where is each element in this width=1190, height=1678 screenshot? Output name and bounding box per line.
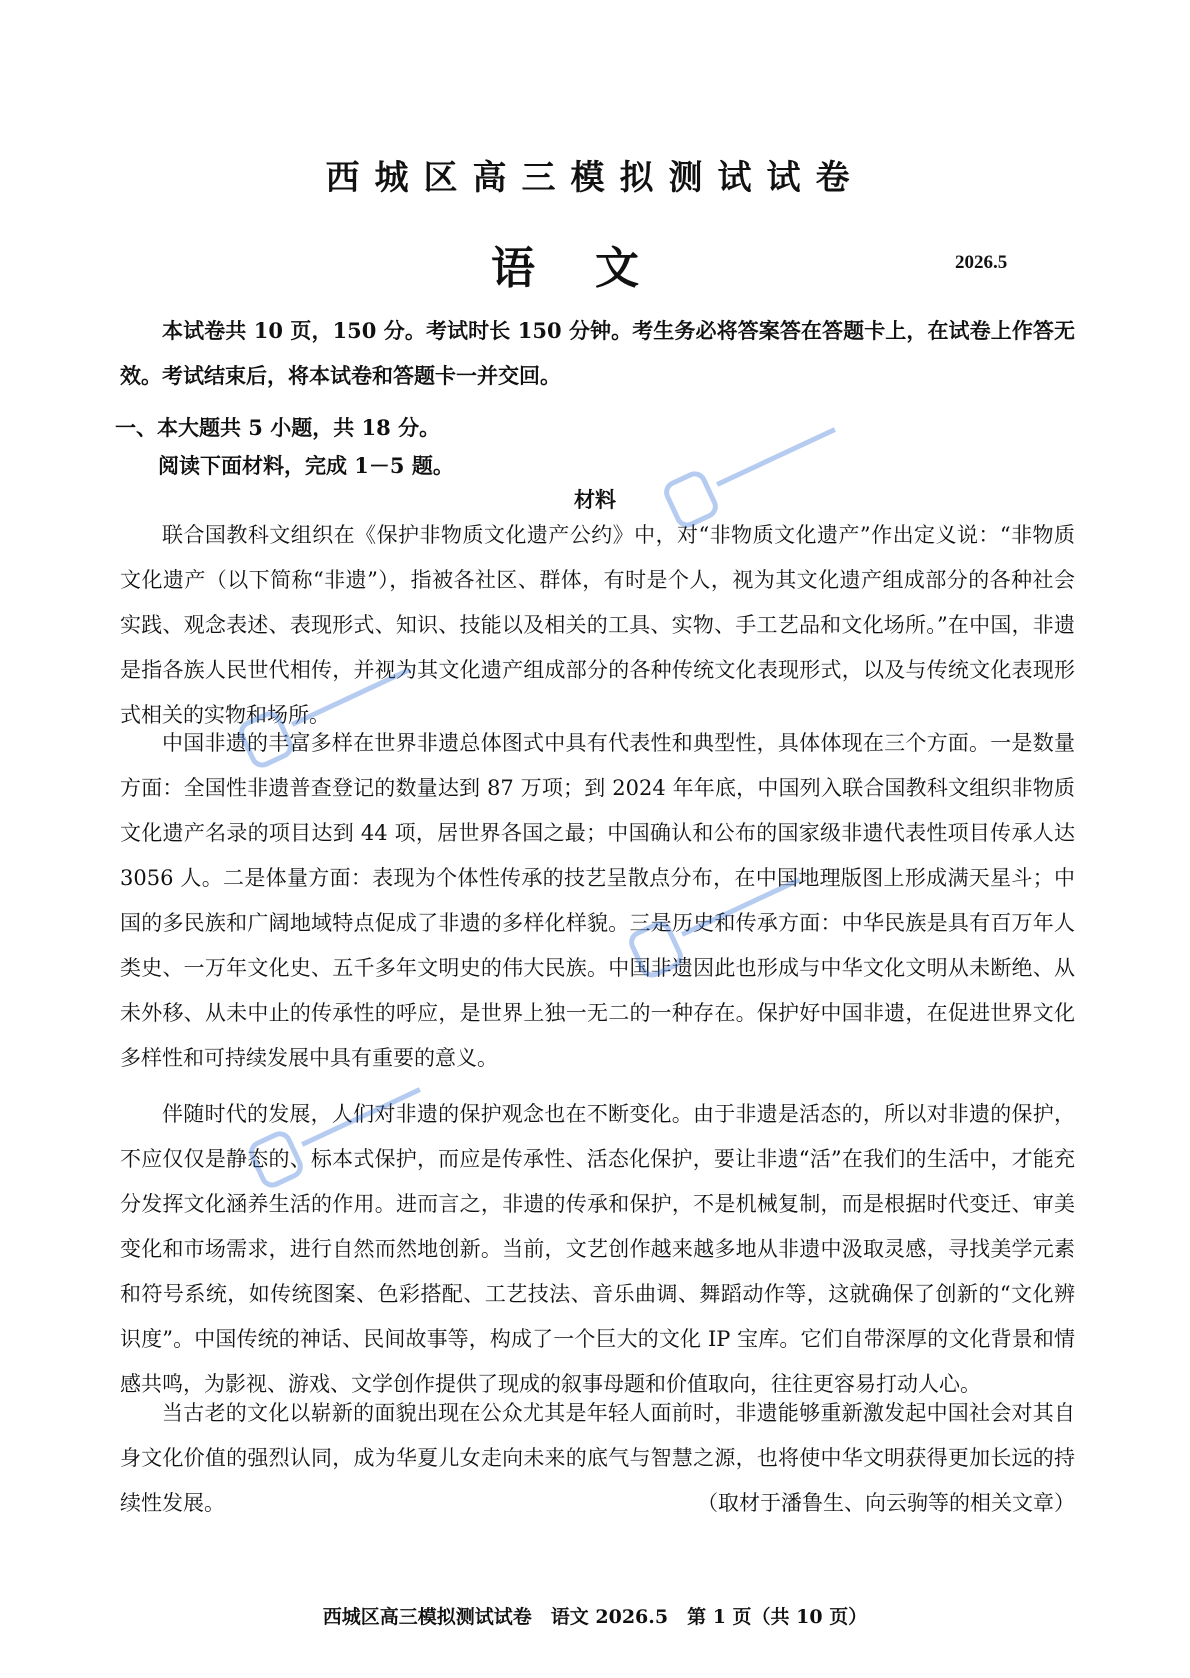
material-paragraph-2: 中国非遗的丰富多样在世界非遗总体图式中具有代表性和典型性，具体体现在三个方面。一是数量方面：全国性非遗普查登记的数量达到 87 万项；到 2024 年年底，中国列入联合国教科文组织非物质文化遗产名录的项目达到 44 项，居世界各国之最；中国确认和公布的国家级非遗代表性项目传承人达 3056 人。二是体量方面：表现为个体性传承的技艺呈散点分布，在中国地理版图上形成满天星斗；中国的多民族和广阔地域特点促成了非遗的多样化样貌。三是历史和传承方面：中华民族是具有百万年人类史、一万年文化史、五千多年文明史的伟大民族。中国非遗因此也形成与中华文化文明从未断绝、从未外移、从未中止的传承性的呼应，是世界上独一无二的一种存在。保护好中国非遗，在促进世界文化多样性和可持续发展中具有重要的意义。 <box>120 731 1075 1070</box>
page-footer: 西城区高三模拟测试试卷 语文 2026.5 第 1 页（共 10 页） <box>322 1606 868 1628</box>
subject-title: 语文 <box>491 243 699 294</box>
section-heading: 一、本大题共 5 小题，共 18 分。 <box>115 415 441 440</box>
material-paragraph-4-text: 当古老的文化以崭新的面貌出现在公众尤其是年轻人面前时，非遗能够重新激发起中国社会对其自身文化价值的强烈认同，成为华夏儿女走向未来的底气与智慧之源，也将使中华文明获得更加长远的持续性发展。 <box>120 1401 1075 1515</box>
exam-date: 2026.5 <box>955 252 1008 273</box>
material-heading: 材料 <box>574 487 616 512</box>
exam-instructions: 本试卷共 10 页，150 分。考试时长 150 分钟。考生务必将答案答在答题卡上，在试卷上作答无效。考试结束后，将本试卷和答题卡一并交回。 <box>120 318 1075 388</box>
exam-title: 西城区高三模拟测试试卷 <box>325 158 865 198</box>
material-paragraph-1: 联合国教科文组织在《保护非物质文化遗产公约》中，对“非物质文化遗产”作出定义说：“非物质文化遗产（以下简称“非遗”），指被各社区、群体，有时是个人，视为其文化遗产组成部分的各种社会实践、观念表述、表现形式、知识、技能以及相关的工具、实物、手工艺品和文化场所。”在中国，非遗是指各族人民世代相传，并视为其文化遗产组成部分的各种传统文化表现形式，以及与传统文化表现形式相关的实物和场所。 <box>120 523 1075 727</box>
material-paragraph-4 <box>120 1391 1075 1526</box>
material-source: （取材于潘鲁生、向云驹等的相关文章） <box>697 1491 1075 1515</box>
material-paragraph-3: 伴随时代的发展，人们对非遗的保护观念也在不断变化。由于非遗是活态的，所以对非遗的保护，不应仅仅是静态的、标本式保护，而应是传承性、活态化保护，要让非遗“活”在我们的生活中，才能充分发挥文化涵养生活的作用。进而言之，非遗的传承和保护，不是机械复制，而是根据时代变迁、审美变化和市场需求，进行自然而然地创新。当前，文艺创作越来越多地从非遗中汲取灵感，寻找美学元素和符号系统，如传统图案、色彩搭配、工艺技法、音乐曲调、舞蹈动作等，这就确保了创新的“文化辨识度”。中国传统的神话、民间故事等，构成了一个巨大的文化 IP 宝库。它们自带深厚的文化背景和情感共鸣，为影视、游戏、文学创作提供了现成的叙事母题和价值取向，往往更容易打动人心。 <box>120 1102 1075 1396</box>
reading-instruction: 阅读下面材料，完成 1－5 题。 <box>158 453 454 478</box>
